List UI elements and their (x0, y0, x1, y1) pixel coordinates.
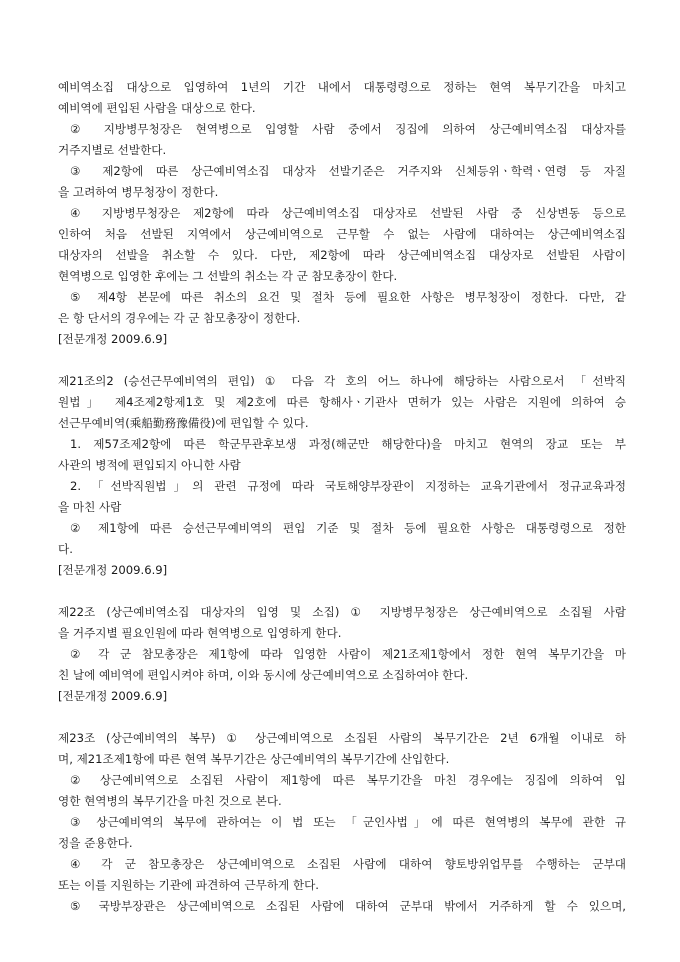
text-line: ② 지방병무청장은 현역병으로 입영할 사람 중에서 징집에 의하여 상근예비역소집 대상자를 (70, 122, 626, 136)
text-line: 예비역에 편입된 사람을 대상으로 한다. (58, 101, 256, 115)
text-line: 인하여 처음 선발된 지역에서 상근예비역으로 근무할 수 없는 사람에 대하여는 상근예비역소집 (58, 227, 626, 241)
text-line: ③ 상근예비역의 복무에 관하여는 이 법 또는 「군인사법」에 따른 현역병의 복무에 관한 규 (70, 815, 626, 829)
text-line: ④ 각 군 참모총장은 상근예비역으로 소집된 사람에 대하여 향토방위업무를 수행하는 군부대 (70, 857, 626, 871)
text-line: [전문개정 2009.6.9] (58, 563, 168, 577)
text-line: 다. (58, 542, 73, 556)
text-line: 사관의 병적에 편입되지 아니한 사람 (58, 458, 241, 472)
text-line: 영한 현역병의 복무기간을 마친 것으로 본다. (58, 794, 282, 808)
text-line: 원법」 제4조제2항제1호 및 제2호에 따른 항해사ㆍ기관사 면허가 있는 사람은 지원에 의하여 승 (58, 395, 626, 409)
text-line: 친 날에 예비역에 편입시켜야 하며, 이와 동시에 상근예비역으로 소집하여야 한다. (58, 668, 469, 682)
text-line: 대상자의 선발을 취소할 수 있다. 다만, 제2항에 따라 상근예비역소집 대상자로 선발된 사람이 (58, 248, 626, 262)
text-line: 제22조 (상근예비역소집 대상자의 입영 및 소집) ① 지방병무청장은 상근예비역으로 소집될 사람 (58, 605, 626, 619)
text-line: ⑤ 국방부장관은 상근예비역으로 소집된 사람에 대하여 군부대 밖에서 거주하게 할 수 있으며, (70, 899, 626, 913)
text-line: 며, 제21조제1항에 따른 현역 복무기간은 상근예비역의 복무기간에 산입한다. (58, 752, 450, 766)
text-line: [전문개정 2009.6.9] (58, 689, 168, 703)
text-line: 제21조의2 (승선근무예비역의 편입) ① 다음 각 호의 어느 하나에 해당하는 사람으로서 「선박직 (58, 374, 626, 388)
text-line: 1. 제57조제2항에 따른 학군무관후보생 과정(해군만 해당한다)을 마치고 현역의 장교 또는 부 (70, 437, 626, 451)
text-line: 현역병으로 입영한 후에는 그 선발의 취소는 각 군 참모총장이 한다. (58, 269, 398, 283)
text-line: ③ 제2항에 따른 상근예비역소집 대상자 선발기준은 거주지와 신체등위ㆍ학력ㆍ연령 등 자질 (70, 164, 626, 178)
text-line: 거주지별로 선발한다. (58, 143, 167, 157)
text-line: ② 제1항에 따른 승선근무예비역의 편입 기준 및 절차 등에 필요한 사항은 대통령령으로 정한 (70, 521, 626, 535)
text-line: 을 고려하여 병무청장이 정한다. (58, 185, 219, 199)
text-line: 제23조 (상근예비역의 복무) ① 상근예비역으로 소집된 사람의 복무기간은 2년 6개월 이내로 하 (58, 731, 626, 745)
text-line: ④ 지방병무청장은 제2항에 따라 상근예비역소집 대상자로 선발된 사람 중 신상변동 등으로 (70, 206, 626, 220)
text-line: 선근무예비역(乘船勤務豫備役)에 편입할 수 있다. (58, 416, 309, 430)
text-line: ② 각 군 참모총장은 제1항에 따라 입영한 사람이 제21조제1항에서 정한 현역 복무기간을 마 (70, 647, 626, 661)
text-line: 예비역소집 대상으로 입영하여 1년의 기간 내에서 대통령령으로 정하는 현역 복무기간을 마치고 (58, 80, 626, 94)
text-line: 을 마친 사람 (58, 500, 122, 514)
text-line: ⑤ 제4항 본문에 따른 취소의 요건 및 절차 등에 필요한 사항은 병무청장이 정한다. 다만, 같 (70, 290, 626, 304)
text-line: 또는 이를 지원하는 기관에 파견하여 근무하게 한다. (58, 878, 319, 892)
text-line: 2. 「선박직원법」의 관련 규정에 따라 국토해양부장관이 지정하는 교육기관에서 정규교육과정 (70, 479, 626, 493)
text-line: [전문개정 2009.6.9] (58, 332, 168, 346)
text-line: 은 항 단서의 경우에는 각 군 참모총장이 정한다. (58, 311, 301, 325)
text-line: ② 상근예비역으로 소집된 사람이 제1항에 따른 복무기간을 마친 경우에는 징집에 의하여 입 (70, 773, 626, 787)
text-line: 정을 준용한다. (58, 836, 133, 850)
text-line: 을 거주지별 필요인원에 따라 현역병으로 입영하게 한다. (58, 626, 342, 640)
